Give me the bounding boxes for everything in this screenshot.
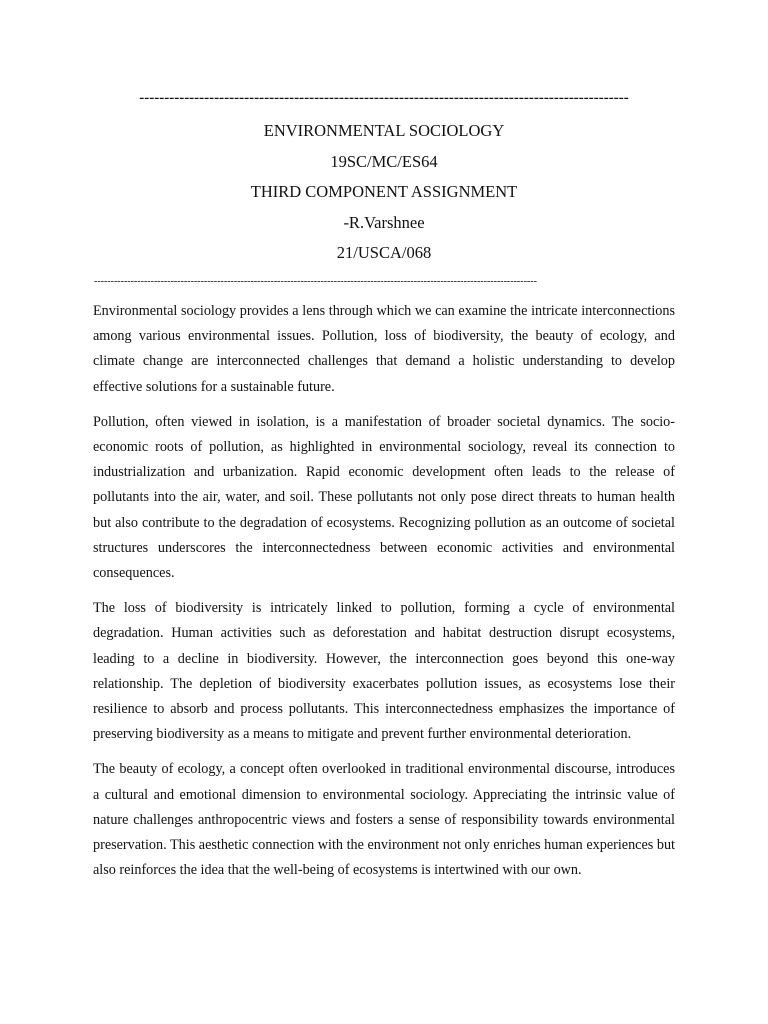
bottom-dashed-rule: ------------------------------------------------------------------------------------------------------------------------------------- <box>94 276 537 287</box>
paragraph-beauty-of-ecology: The beauty of ecology, a concept often overlooked in traditional environmental discourse, introduces a cultural and emotional dimension to environmental sociology. Appreciating the intrinsic value of nature challenges anthropocentric views and fosters a sense of responsibility towards environmental preservation. This aesthetic connection with the environment not only enriches human experiences but also reinforces the idea that the well-being of ecosystems is intertwined with our own. <box>93 761 675 879</box>
assignment-title: THIRD COMPONENT ASSIGNMENT <box>250 182 518 201</box>
course-code: 19SC/MC/ES64 <box>330 151 438 171</box>
document-body <box>93 299 675 893</box>
paragraph-introduction: Environmental sociology provides a lens through which we can examine the intricate interconnections among various environmental issues. Pollution, loss of biodiversity, the beauty of ecology, and climate change are interconnected challenges that demand a holistic understanding to develop effective solutions for a sustainable future. <box>93 303 675 395</box>
paragraph-biodiversity: The loss of biodiversity is intricately linked to pollution, forming a cycle of environmental degradation. Human activities such as deforestation and habitat destruction disrupt ecosystems, leading to a decline in biodiversity. However, the interconnection goes beyond this one-way relationship. The depletion of biodiversity exacerbates pollution issues, as ecosystems lose their resilience to absorb and process pollutants. This interconnectedness emphasizes the importance of preserving biodiversity as a means to mitigate and prevent further environmental deterioration. <box>93 600 675 743</box>
document-title: ENVIRONMENTAL SOCIOLOGY <box>263 121 505 140</box>
document-header <box>94 116 674 269</box>
paragraph-pollution: Pollution, often viewed in isolation, is a manifestation of broader societal dynamics. The socio-economic roots of pollution, as highlighted in environmental sociology, reveal its connection to industrialization and urbanization. Rapid economic development often leads to the release of pollutants into the air, water, and soil. These pollutants not only pose direct threats to human health but also contribute to the degradation of ecosystems. Recognizing pollution as an outcome of societal structures underscores the interconnectedness between economic activities and environmental consequences. <box>93 413 675 582</box>
author-name: -R.Varshnee <box>343 212 425 232</box>
roll-number: 21/USCA/068 <box>336 243 432 262</box>
top-dashed-rule: -------------------------------------------------------------------------------------------------- <box>139 90 629 106</box>
